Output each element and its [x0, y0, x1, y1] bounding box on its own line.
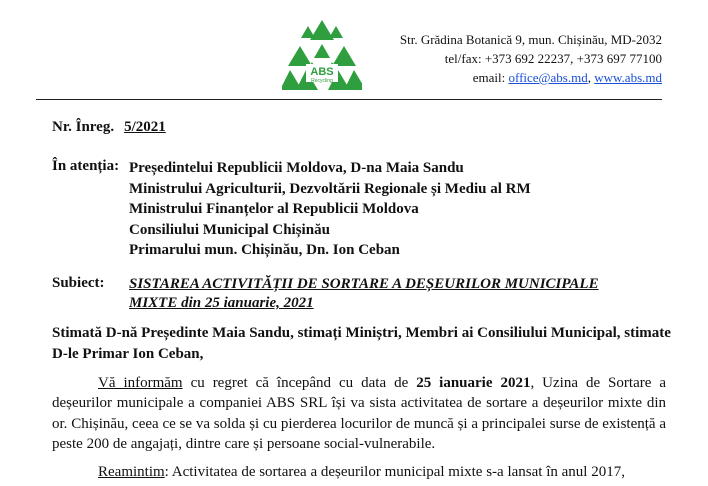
- recipient-item: Consiliului Municipal Chișinău: [129, 221, 330, 238]
- header-divider: [36, 99, 662, 100]
- subject-label: Subiect:: [52, 275, 105, 291]
- website-link[interactable]: www.abs.md: [594, 70, 662, 85]
- paragraph-text: , Uzina de Sortare a deșeurilor municipale a companiei ABS SRL își va sista activitatea de sortare a deșeurilor mixte din or. Chișinău, ceea ce se va solda și cu pierderea locurilor de muncă și a principalei surse de existență a peste 200 de angajați, dintre care și persoane social-vulnerabile.: [52, 375, 666, 452]
- recycling-triangle-icon: [282, 18, 362, 96]
- logo-subtext: Recycling: [311, 78, 333, 84]
- paragraph-text: cu regret că începând cu data de: [182, 375, 417, 391]
- attention-label: În atenția:: [52, 158, 120, 174]
- salutation: Stimată D-nă Președinte Maia Sandu, stimați Miniștri, Membri ai Consiliului Municipal, stimate D-le Primar Ion Ceban,: [52, 325, 671, 362]
- address-line: Str. Grădina Botanică 9, mun. Chișinău, MD-2032: [399, 32, 662, 47]
- logo-text: ABS: [310, 66, 334, 78]
- recipient-item: Președintelui Republicii Moldova, D-na Maia Sandu: [129, 160, 464, 176]
- company-logo: [282, 18, 362, 96]
- paragraph-text: : Activitatea de sortarea a deșeurilor municipal mixte s-a lansat în anul 2017,: [164, 464, 625, 480]
- registration-label: Nr. Înreg.: [52, 119, 115, 135]
- body-paragraph-2: [52, 462, 666, 482]
- recipient-item: Ministrului Agriculturii, Dezvoltării Regionale și Mediu al RM: [129, 180, 531, 197]
- recipient-item: Ministrului Finanțelor al Republicii Moldova: [129, 201, 419, 217]
- email-link[interactable]: office@abs.md: [508, 70, 588, 85]
- paragraph-lead: Vă informăm: [98, 375, 183, 391]
- recipient-item: Primarului mun. Chișinău, Dn. Ion Ceban: [129, 242, 400, 258]
- contact-block: [400, 30, 662, 87]
- body-paragraph-1: [52, 373, 666, 454]
- email-line: email: office@abs.md, www.abs.md: [472, 70, 662, 85]
- paragraph-lead: Reamintim: [98, 464, 165, 480]
- email-label: email:: [472, 70, 506, 85]
- recipient-list: [129, 158, 531, 261]
- registration-number: [52, 119, 166, 136]
- subject-text: SISTAREA ACTIVITĂȚII DE SORTARE A DEȘEURILOR MUNICIPALE MIXTE din 25 ianuarie, 2021: [129, 276, 599, 311]
- phone-line: tel/fax: +373 692 22237, +373 697 77100: [444, 51, 662, 66]
- effective-date: 25 ianuarie 2021: [416, 375, 531, 391]
- registration-value: 5/2021: [124, 119, 166, 135]
